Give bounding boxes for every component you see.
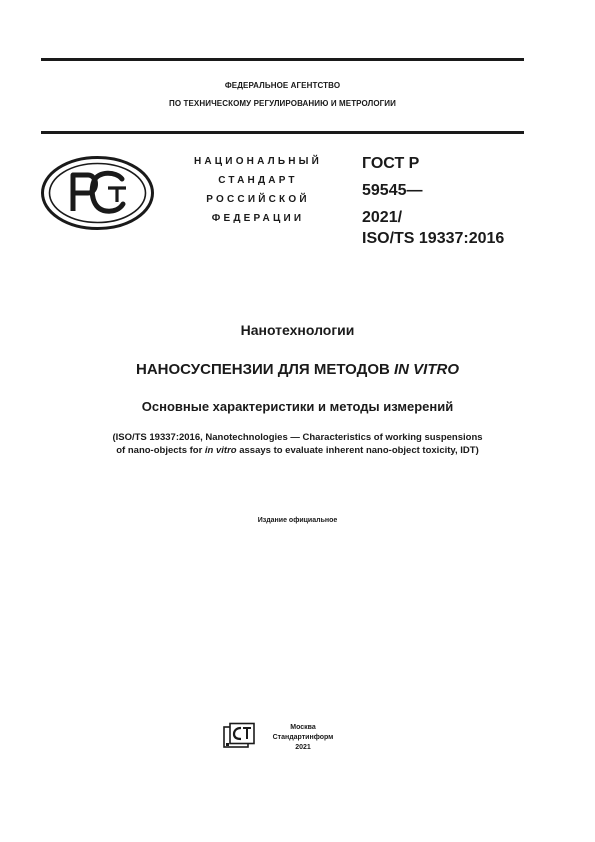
middle-rule <box>41 131 524 134</box>
intl-line2-suffix: assays to evaluate inherent nano-object toxicity, IDT) <box>236 445 479 456</box>
standard-designation-line3: 2021/ <box>362 209 403 226</box>
national-standard-line3: РОССИЙСКОЙ <box>206 194 310 205</box>
publisher-name: Стандартинформ <box>272 734 334 741</box>
national-standard-line2: СТАНДАРТ <box>218 175 298 186</box>
standartinform-logo-icon <box>222 722 262 750</box>
document-subtitle: Основные характеристики и методы измерений <box>141 399 454 414</box>
document-title-text: НАНОСУСПЕНЗИИ ДЛЯ МЕТОДОВ <box>136 361 394 378</box>
publication-year: 2021 <box>295 744 311 751</box>
rst-emblem-icon <box>40 155 155 231</box>
international-reference-line1: (ISO/TS 19337:2016, Nanotechnologies — Characteristics of working suspensions <box>112 432 483 443</box>
intl-line2-prefix: of nano-objects for <box>116 445 205 456</box>
standard-designation-line4: ISO/TS 19337:2016 <box>362 230 505 247</box>
agency-name-line2: ПО ТЕХНИЧЕСКОМУ РЕГУЛИРОВАНИЮ И МЕТРОЛОГИИ <box>168 99 397 108</box>
standard-designation-line1: ГОСТ Р <box>362 155 420 172</box>
intl-line2-italic: in vitro <box>204 445 237 456</box>
national-standard-line1: НАЦИОНАЛЬНЫЙ <box>193 156 323 167</box>
document-title-italic: IN VITRO <box>393 361 459 378</box>
document-title <box>0 362 595 377</box>
top-rule <box>41 58 524 61</box>
edition-note: Издание официальное <box>257 517 338 524</box>
subject-heading: Нанотехнологии <box>240 322 355 338</box>
publisher-city: Москва <box>290 724 316 731</box>
standard-designation-line2: 59545— <box>362 182 423 199</box>
national-standard-line4: ФЕДЕРАЦИИ <box>211 213 305 224</box>
international-reference-line2 <box>0 446 595 456</box>
agency-name-line1: ФЕДЕРАЛЬНОЕ АГЕНТСТВО <box>224 81 341 90</box>
